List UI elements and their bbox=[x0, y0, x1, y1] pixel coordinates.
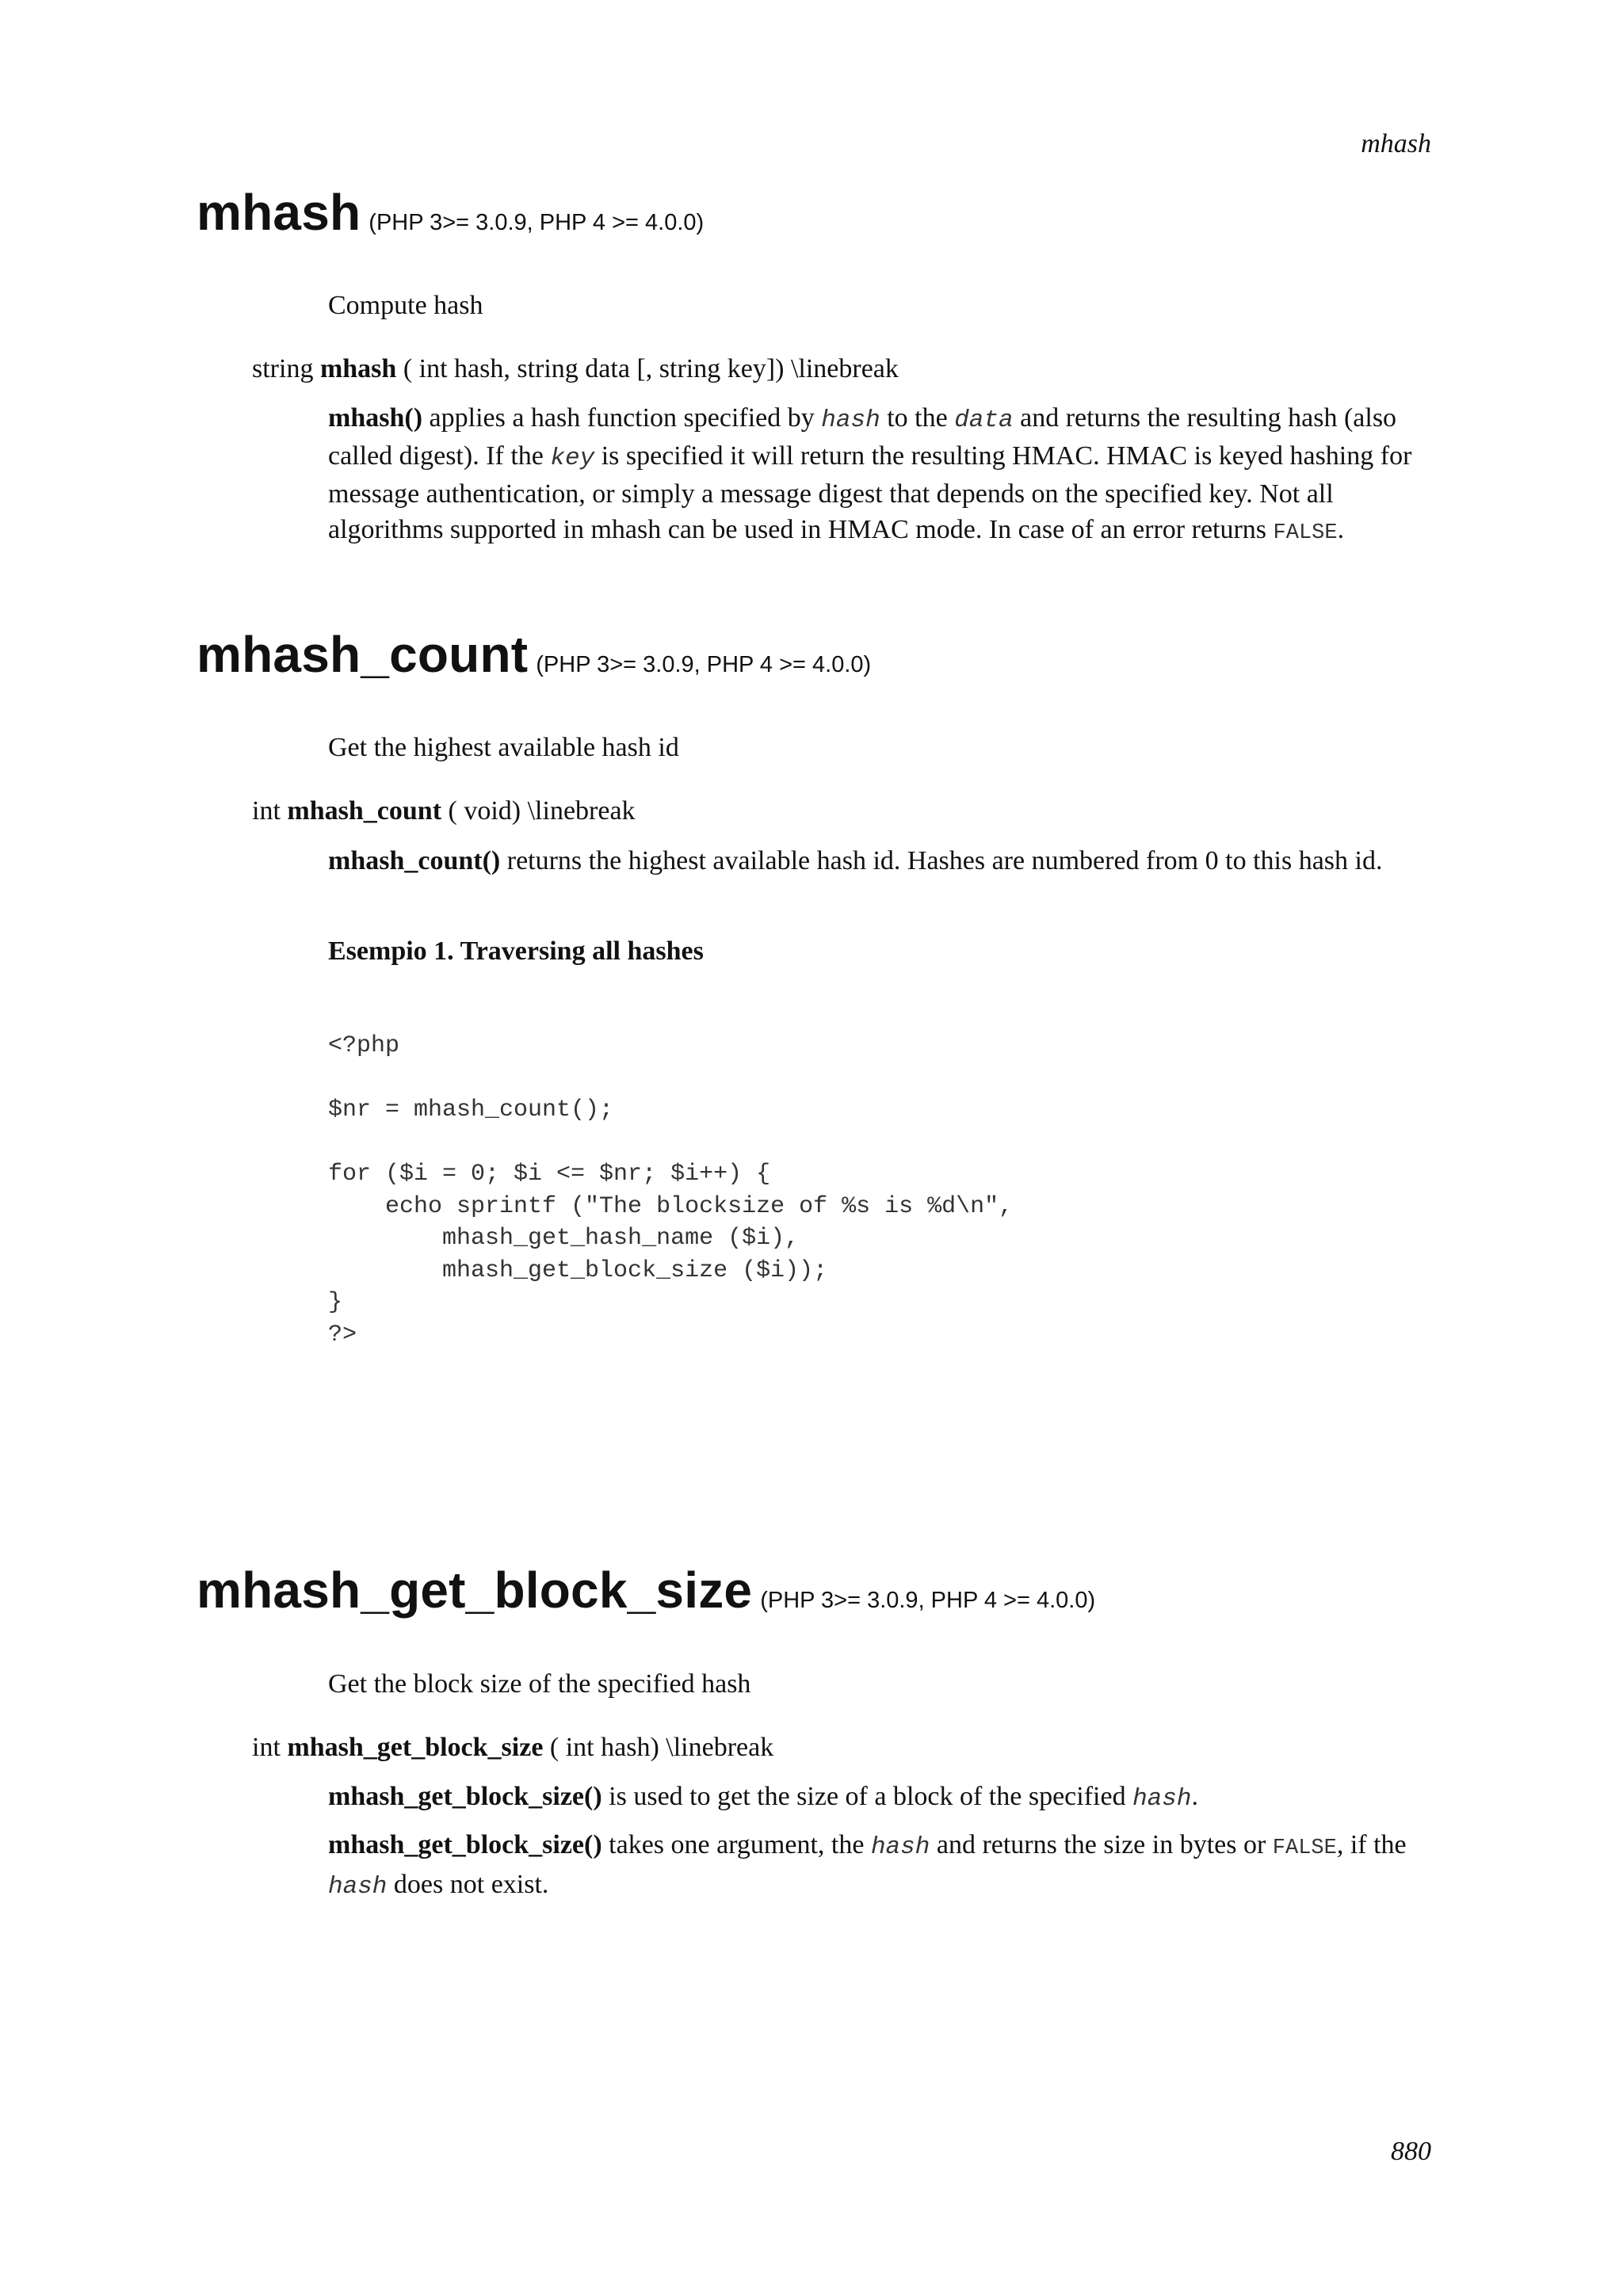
page-number: 880 bbox=[1391, 2137, 1431, 2166]
running-header: mhash bbox=[1361, 129, 1431, 158]
description-text: , if the bbox=[1336, 1830, 1407, 1859]
synopsis-function-name: mhash_get_block_size bbox=[287, 1733, 544, 1762]
parameter-ref: key bbox=[550, 444, 595, 472]
example-title: Esempio 1. Traversing all hashes bbox=[328, 936, 704, 966]
parameter-ref: hash bbox=[870, 1833, 930, 1861]
function-purpose: Get the block size of the specified hash bbox=[328, 1669, 751, 1699]
description-text: and returns the resulting hash (also called digest). If the bbox=[328, 403, 1397, 471]
description-function-ref: mhash_get_block_size() bbox=[328, 1782, 602, 1811]
version-info: (PHP 3>= 3.0.9, PHP 4 >= 4.0.0) bbox=[760, 1588, 1096, 1613]
return-type: int bbox=[252, 796, 281, 826]
description-function-ref: mhash() bbox=[328, 403, 423, 433]
function-name: mhash_count bbox=[197, 626, 529, 683]
function-synopsis bbox=[252, 353, 899, 386]
function-description bbox=[328, 400, 1438, 551]
return-type: string bbox=[252, 354, 314, 383]
version-info: (PHP 3>= 3.0.9, PHP 4 >= 4.0.0) bbox=[536, 652, 872, 677]
function-heading-mhash-get-block-size bbox=[197, 1562, 1096, 1619]
synopsis-params: ( int hash, string data [, string key]) \linebreak bbox=[403, 354, 899, 383]
synopsis-params: ( int hash) \linebreak bbox=[549, 1733, 774, 1762]
description-text: is specified it will return the resulting HMAC. HMAC is keyed hashing for message authentication, or simply a message digest that depends on the specified key. Not all algorithms supported in mhash can be used in HMAC mode. In case of an error returns bbox=[328, 441, 1412, 544]
description-text: and returns the size in bytes or bbox=[930, 1830, 1273, 1859]
function-heading-mhash-count bbox=[197, 626, 872, 683]
function-purpose: Get the highest available hash id bbox=[328, 733, 679, 762]
synopsis-function-name: mhash bbox=[319, 354, 397, 383]
parameter-ref: data bbox=[954, 406, 1014, 434]
constant-ref: FALSE bbox=[1272, 1836, 1337, 1860]
description-function-ref: mhash_get_block_size() bbox=[328, 1830, 602, 1859]
function-description-return bbox=[328, 1827, 1438, 1905]
description-text: returns the highest available hash id. Hashes are numbered from 0 to this hash id. bbox=[500, 846, 1383, 875]
description-text: takes one argument, the bbox=[601, 1830, 871, 1859]
parameter-ref: hash bbox=[821, 406, 880, 434]
description-function-ref: mhash_count() bbox=[328, 846, 501, 875]
function-description bbox=[328, 843, 1438, 879]
function-purpose: Compute hash bbox=[328, 291, 483, 320]
function-name: mhash bbox=[197, 184, 361, 241]
description-text: to the bbox=[880, 403, 955, 433]
constant-ref: FALSE bbox=[1273, 521, 1338, 545]
function-synopsis bbox=[252, 795, 636, 828]
description-text: . bbox=[1191, 1782, 1198, 1811]
description-text: does not exist. bbox=[387, 1870, 549, 1899]
parameter-ref: hash bbox=[1132, 1785, 1192, 1813]
code-example: <?php $nr = mhash_count(); for ($i = 0; $i <= $nr; $i++) { echo sprintf ("The blocksize of %s is %d\n", mhash_get_hash_name ($i), mhash_get_block_size ($i)); } ?> bbox=[328, 1032, 1014, 1348]
function-description bbox=[328, 1779, 1438, 1817]
version-info: (PHP 3>= 3.0.9, PHP 4 >= 4.0.0) bbox=[369, 210, 705, 235]
function-name: mhash_get_block_size bbox=[197, 1562, 753, 1619]
synopsis-params: ( void) \linebreak bbox=[448, 796, 636, 826]
function-synopsis bbox=[252, 1731, 773, 1764]
description-text: applies a hash function specified by bbox=[422, 403, 822, 433]
function-heading-mhash bbox=[197, 184, 705, 241]
synopsis-function-name: mhash_count bbox=[287, 796, 442, 826]
description-text: . bbox=[1337, 515, 1345, 544]
description-text: is used to get the size of a block of the specified bbox=[601, 1782, 1133, 1811]
parameter-ref: hash bbox=[328, 1873, 388, 1901]
return-type: int bbox=[252, 1733, 281, 1762]
